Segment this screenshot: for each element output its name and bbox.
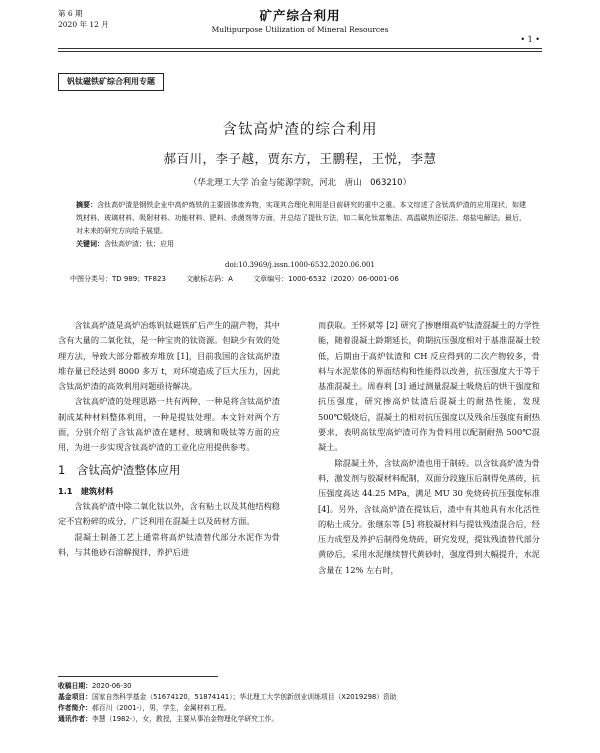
paragraph: 而获取。王怀斌等 [2] 研究了掺磨细高炉钛渣混凝土的力学性能，随着混凝土龄期延长，荷期抗压强度相对于基准混凝土较低，后期由于高炉钛渣和 CH 反应得到的二次产物较多，骨料与水泥浆体的界面结构和性能得以改善，抗压强度大于等于基准混凝土。周春利 [3] 通过测量混凝土吸烧后的烘干强度和抗压强度，研究掺高炉钛渣后混凝土的耐热性能，发现 500℃煅烧后，混凝土的相对抗压强度以及残余压强度有耐热要求，表明高钛型高炉渣可作为骨料用以配制耐热 500℃混凝土。	[318, 320, 540, 453]
section-heading: 1 含钛高炉渣整体应用	[58, 462, 181, 477]
abstract-label: 摘要：	[76, 201, 98, 209]
footnote-received: 收稿日期：2020-06-30	[58, 682, 132, 690]
topic-badge: 钒钛磁铁矿综合利用专题	[58, 73, 164, 91]
paragraph: 含钛高炉渣的处理思路一共有两种，一种是将含钛高炉渣制成某种材料整体利用，一种是提钛处理。本文针对两个方面，分别介绍了含钛高炉渣在建材、玻璃和吸钛等方面的应用，为进一步实现含钛高炉渣的工业化应用提供参考。	[58, 396, 280, 453]
paragraph: 含钛高炉渣是高炉冶炼钒钛磁铁矿后产生的副产物，其中含有大量的二氧化钛，是一种宝贵的钛资源。但缺少有效的处理方法，导致大部分都被弃堆放 [1]，目前我国的含钛高炉渣堆存量已经达到 8000 多万 t，对环境造成了巨大压力，因此含钛高炉渣的高效利用问题亟待解决。	[58, 320, 280, 392]
running-header-center	[0, 7, 600, 35]
document-code: 文献标志码：A	[186, 275, 233, 283]
issue-label: 第 6 期	[58, 9, 83, 18]
doi: doi:10.3969/j.issn.1000-6532.2020.06.001	[225, 261, 375, 269]
subsection-heading: 1.1 建筑材料	[58, 485, 114, 496]
header-rule-bottom	[58, 51, 542, 52]
author-list: 郝百川，李子越，贾东方，王鹏程，王悦，李慧	[163, 151, 437, 166]
article-number: 文章编号：1000-6532（2020）06-0001-06	[253, 275, 399, 283]
footnote-funding: 基金项目：国家自然科学基金（51674120，51874141）；华北理工大学创新创业训练项目（X2019298）资助	[58, 693, 397, 701]
body-column-right	[318, 318, 540, 578]
date-label: 2020 年 12 月	[58, 20, 109, 29]
article-title: 含钛高炉渣的综合利用	[222, 122, 378, 138]
journal-title-en: Multipurpose Utilization of Mineral Resources	[211, 25, 389, 34]
paragraph: 除混凝土外，含钛高炉渣也用于制砖。以含钛高炉渣为骨料，激发剂与胶凝材料配制，双面分段施压后制得免蒸砖，抗压强度高达 44.25 MPa，满足 MU 30 免烧砖抗压强度标准 [4]。另外，含钛高炉渣在提钛后，渣中有其他具有水化活性的粘土成分。张继东等 [5] 将胶凝材料与提钛残渣混合后，经压力成型及养护后制得免烧砖，研究发现，提钛残渣替代部分黄砂后，采用水泥继续替代黄砂时，强度得到大幅提升，水泥含量在 12% 左右时，	[318, 457, 540, 575]
paragraph: 含钛高炉渣中除二氧化钛以外，含有粘土以及其他结构稳定不宜粉碎的成分，广泛利用在混凝土以及砖材方面。	[58, 500, 280, 527]
abstract-text: 含钛高炉渣是钢铁企业中高炉炼铁的主要固体废弃物，实现其合理化利用是目前研究的重中之重。本文综述了含钛高炉渣的应用现状，如建筑材料、玻璃材料、吸附材料、功能材料、肥料、杀菌剂等方面，并总结了提钛方法，如二氧化钛富集法、高温碳热还原法、熔盐电解法。最后，对未来的研究方向给予展望。	[76, 201, 527, 235]
footnote-author: 作者简介：郝百川（2001-），男，学生，金属材料工程。	[58, 704, 231, 712]
affiliation: （华北理工大学 冶金与能源学院，河北 唐山 063210）	[188, 178, 412, 188]
page-number: • 1 •	[520, 35, 540, 44]
abstract	[76, 199, 526, 251]
clc-number: 中图分类号：TD 989；TF823	[70, 275, 166, 283]
footnote-corresponding: 通讯作者：李慧（1982-），女，教授，主要从事冶金物理化学研究工作。	[58, 715, 279, 723]
classification-row	[70, 274, 417, 284]
header-rule-top	[58, 48, 542, 49]
footnote-rule	[58, 676, 218, 677]
keywords-text: 含钛高炉渣；钛；应用	[104, 240, 174, 248]
body-column-left	[58, 318, 280, 560]
journal-title-cn: 矿产综合利用	[259, 8, 341, 23]
keywords-label: 关键词：	[76, 240, 104, 248]
footnotes	[58, 681, 548, 725]
paragraph: 混凝土制备工艺上通常将高炉钛渣替代部分水泥作为骨料，与其他砂石溶解搅拌，养护后进	[58, 531, 280, 557]
